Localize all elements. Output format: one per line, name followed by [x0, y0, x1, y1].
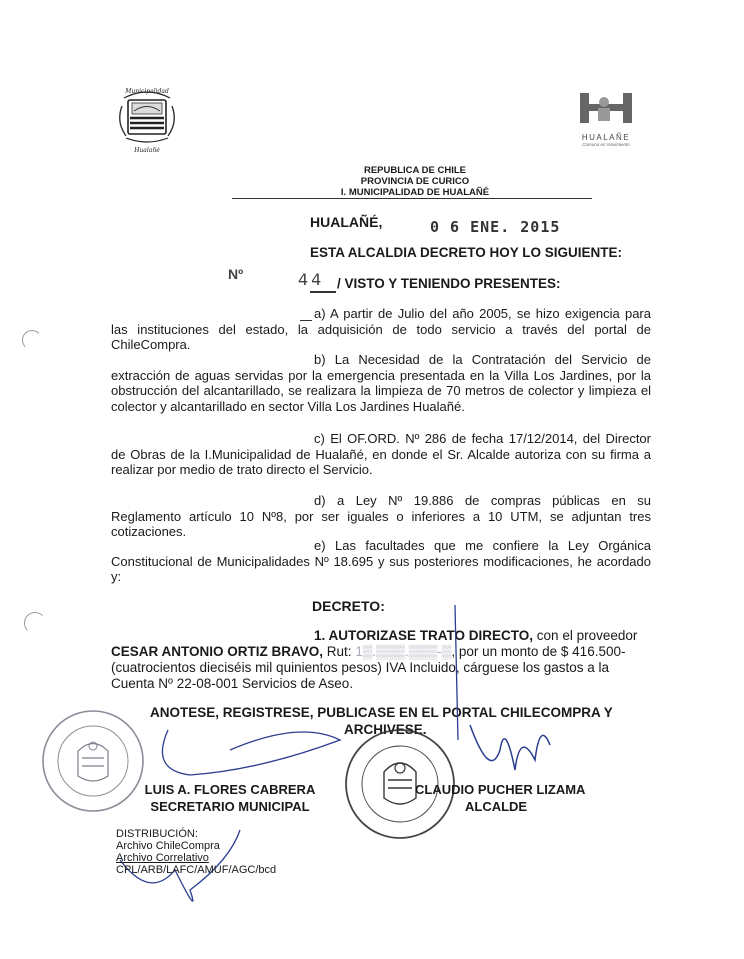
- header-province: PROVINCIA DE CURICO: [360, 176, 470, 187]
- visto-heading: / VISTO Y TENIENDO PRESENTES:: [337, 276, 561, 291]
- authorize-tail: con el proveedor: [536, 628, 638, 643]
- paragraph-c-first-line: c) El OF.ORD. Nº 286 de fecha 17/12/2014, del Director: [314, 431, 651, 446]
- decree-number-label: Nº: [228, 266, 244, 282]
- paragraph-d-text: Reglamento artículo 10 Nº8, por ser iguales o inferiores a 10 UTM, se adjuntan tres cotizaciones.: [111, 508, 651, 539]
- svg-text:Hualañé: Hualañé: [134, 147, 160, 154]
- place-label: HUALAÑÉ,: [310, 214, 383, 230]
- paragraph-b-first-line: b) La Necesidad de la Contratación del Servicio de: [314, 352, 651, 367]
- hualane-brand-logo: [574, 90, 638, 150]
- mayor-title: ALCALDE: [465, 799, 528, 814]
- paragraph-a-first-line: a) A partir de Julio del año 2005, se hizo exigencia para: [314, 306, 651, 321]
- mayor-name: CLAUDIO PUCHER LIZAMA: [415, 782, 586, 797]
- decreto-title: DECRETO:: [312, 598, 385, 614]
- distribution-line: Archivo ChileCompra: [116, 840, 220, 852]
- paragraph-d-first-line: d) a Ley Nº 19.886 de compras públicas en su: [314, 493, 651, 508]
- provider-name: CESAR ANTONIO ORTIZ BRAVO,: [111, 644, 324, 659]
- secretary-title: SECRETARIO MUNICIPAL: [150, 799, 310, 814]
- distribution-block: [116, 828, 276, 876]
- date-stamp: 0 6 ENE. 2015: [430, 218, 561, 236]
- closing-line-2: ARCHIVESE.: [344, 722, 427, 737]
- decree-number-value: 44: [298, 270, 325, 289]
- rut-value: 1▒.▒▒▒.▒▒▒-▒: [355, 644, 452, 659]
- mayor-signature-block: [415, 781, 585, 815]
- document-header: [300, 165, 530, 198]
- alcaldia-statement: ESTA ALCALDIA DECRETO HOY LO SIGUIENTE:: [310, 245, 623, 260]
- svg-text:Municipalidad: Municipalidad: [125, 88, 169, 95]
- paragraph-e-first-line: e) Las facultades que me confiere la Ley Orgánica: [314, 538, 651, 553]
- authorize-direct-deal: 1. AUTORIZASE TRATO DIRECTO,: [314, 628, 534, 643]
- paragraph-c: [111, 431, 651, 478]
- resolution-line-1: [111, 628, 655, 644]
- distribution-line: CPL/ARB/LAFC/AMUF/AGC/bcd: [116, 864, 277, 876]
- distribution-line: Archivo Correlativo: [116, 852, 209, 864]
- header-republic: REPUBLICA DE CHILE: [363, 165, 467, 176]
- resolution-block: [111, 628, 655, 692]
- amount-text: , por un monto de $ 416.500-: [451, 644, 626, 659]
- resolution-line-2: [111, 644, 655, 660]
- distribution-title: DISTRIBUCIÓN:: [116, 828, 198, 840]
- binder-hole-bottom: [24, 612, 46, 634]
- municipal-seal-logo: [112, 84, 182, 156]
- decree-number-underline: [310, 291, 336, 293]
- hualane-logo-name: HUALAÑE: [581, 133, 631, 142]
- rut-label: Rut:: [326, 644, 352, 659]
- hualane-logo-tagline: Comuna en movimiento: [582, 142, 630, 147]
- paragraph-b: [111, 352, 651, 414]
- resolution-line-4: Cuenta Nº 22-08-001 Servicios de Aseo.: [111, 676, 354, 691]
- paragraph-b-text: extracción de aguas servidas por la emergencia presentada en la Villa Los Jardines, por la obstrucción del alcantarillado, se realizara la limpieza de 70 metros de colector y limpieza el colector y alcantarillado en sector Villa Los Jardines Hualañé.: [111, 367, 651, 414]
- paragraph-d: [111, 493, 651, 540]
- header-municipality: I. MUNICIPALIDAD DE HUALAÑÉ: [340, 187, 490, 198]
- paragraph-c-text: de Obras de la I.Municipalidad de Hualañé, en donde el Sr. Alcalde autoriza con su firma a realizar por medio de trato directo el Servicio.: [111, 446, 651, 477]
- binder-hole-top: [22, 330, 42, 350]
- secretary-name: LUIS A. FLORES CABRERA: [144, 782, 316, 797]
- secretary-signature-block: [130, 781, 330, 815]
- header-divider: [232, 198, 592, 199]
- resolution-line-3: (cuatrocientos dieciséis mil quinientos pesos) IVA Incluido, cárguese los gastos a la: [111, 660, 610, 675]
- paragraph-a-text: las instituciones del estado, la adquisición de todo servicio a través del portal de ChileCompra.: [111, 321, 651, 352]
- paragraph-e-text: Constitucional de Municipalidades Nº 18.695 y sus posteriores modificaciones, he acordado y:: [111, 553, 651, 584]
- paragraph-a: [111, 306, 651, 353]
- paragraph-e: [111, 538, 651, 585]
- closing-line-1: ANOTESE, REGISTRESE, PUBLICASE EN EL PORTAL CHILECOMPRA Y: [150, 705, 613, 720]
